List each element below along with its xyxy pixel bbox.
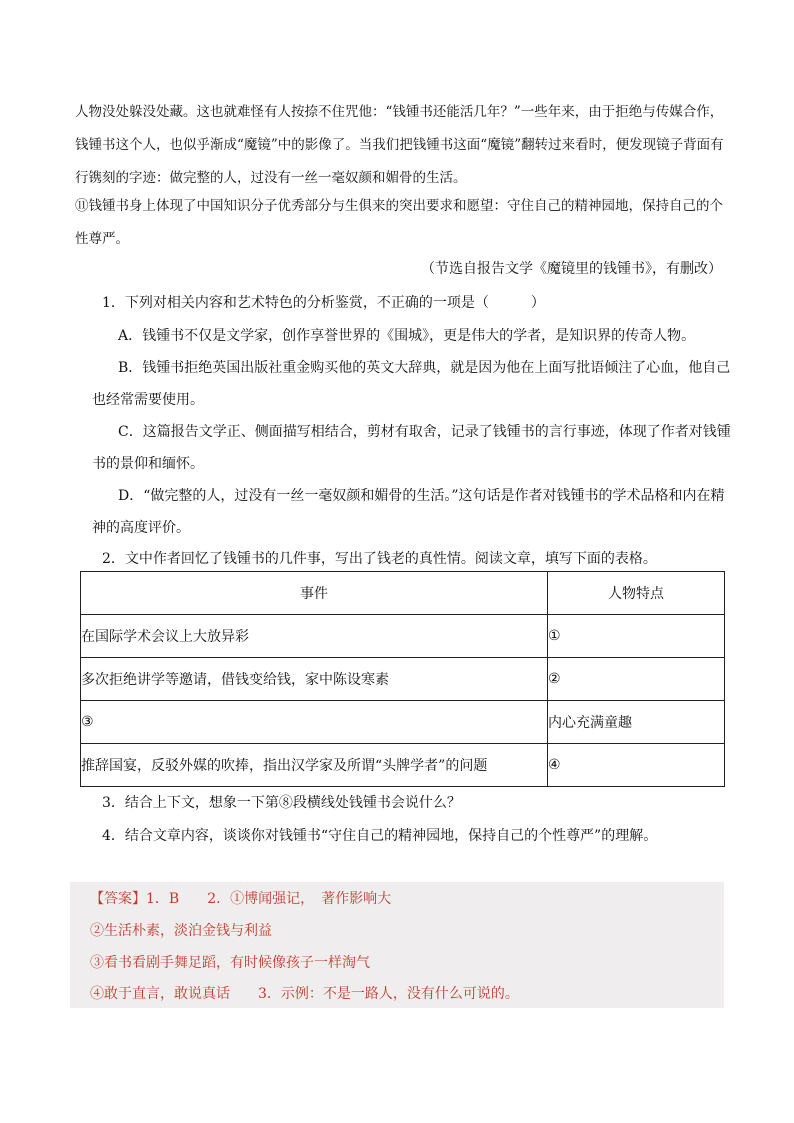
trait-cell: ②	[548, 658, 725, 701]
table-row	[81, 744, 725, 787]
header-event: 事件	[81, 572, 548, 615]
option-b-cont: 也经常需要使用。	[92, 392, 204, 408]
answer-line-2: ②生活朴素，淡泊金钱与利益	[90, 923, 272, 939]
table-header-row	[81, 572, 725, 615]
passage-paragraph: 人物没处躲没处藏。这也就难怪有人按捺不住咒他：“钱锺书还能活几年？”一些年来，由于拒绝与传媒合作，钱锺书这个人，也似乎渐成“魔镜”中的影像了。当我们把钱锺书这面“魔镜”翻转过来看时，便发现镜子背面有行镌刻的字迹：做完整的人，过没有一丝一毫奴颜和媚骨的生活。	[75, 104, 724, 186]
trait-cell: ④	[548, 744, 725, 787]
answer-label: 【答案】	[90, 891, 146, 907]
option-c-cont: 书的景仰和缅怀。	[92, 456, 204, 472]
source-note: （节选自报告文学《魔镜里的钱锺书》，有删改）	[421, 261, 722, 277]
table-row	[81, 615, 725, 658]
trait-cell: 内心充满童趣	[548, 701, 725, 744]
option-d-cont: 神的高度评价。	[92, 520, 190, 536]
answer-line-4: ④敢于直言，敢说真话 3．示例：不是一路人，没有什么可说的。	[90, 986, 519, 1002]
table-row	[81, 701, 725, 744]
option-b: B．钱锺书拒绝英国出版社重金购买他的英文大辞典，就是因为他在上面写批语倾注了心血，他自己	[118, 360, 731, 376]
table-row	[81, 658, 725, 701]
passage-paragraph-11: ⑪钱锺书身上体现了中国知识分子优秀部分与生俱来的突出要求和愿望：守住自己的精神园地，保持自己的个性尊严。	[75, 198, 723, 247]
option-d: D．“做完整的人，过没有一丝一毫奴颜和媚骨的生活。”这句话是作者对钱锺书的学术品格和内在精	[118, 488, 725, 504]
question-1-stem: 1．下列对相关内容和艺术特色的分析鉴赏，不正确的一项是（ ）	[102, 295, 545, 311]
question-2-stem: 2．文中作者回忆了钱锺书的几件事，写出了钱老的真性情。阅读文章，填写下面的表格。	[102, 551, 657, 567]
event-cell: 推辞国宴，反驳外媒的吹捧，指出汉学家及所谓“头牌学者”的问题	[81, 744, 548, 787]
question-3: 3．结合上下文，想象一下第⑧段横线处钱锺书会说什么？	[102, 795, 461, 811]
answer-box	[70, 882, 724, 1008]
answer-line-3: ③看书看剧手舞足蹈，有时候像孩子一样淘气	[90, 955, 370, 971]
trait-cell: ①	[548, 615, 725, 658]
event-cell: ③	[81, 701, 548, 744]
question-4: 4．结合文章内容，谈谈你对钱锺书“守住自己的精神园地，保持自己的个性尊严”的理解。	[102, 828, 658, 844]
event-cell: 在国际学术会议上大放异彩	[81, 615, 548, 658]
option-a: A．钱锺书不仅是文学家，创作享誉世界的《围城》，更是伟大的学者，是知识界的传奇人物。	[118, 328, 696, 344]
header-trait: 人物特点	[548, 572, 725, 615]
answer-line-1: 【答案】1．B 2．①博闻强记， 著作影响大	[90, 891, 392, 907]
events-table	[80, 571, 725, 787]
event-cell: 多次拒绝讲学等邀请，借钱变给钱，家中陈设寒素	[81, 658, 548, 701]
option-c: C．这篇报告文学正、侧面描写相结合，剪材有取舍，记录了钱锺书的言行事迹，体现了作者对钱锺	[118, 424, 731, 440]
